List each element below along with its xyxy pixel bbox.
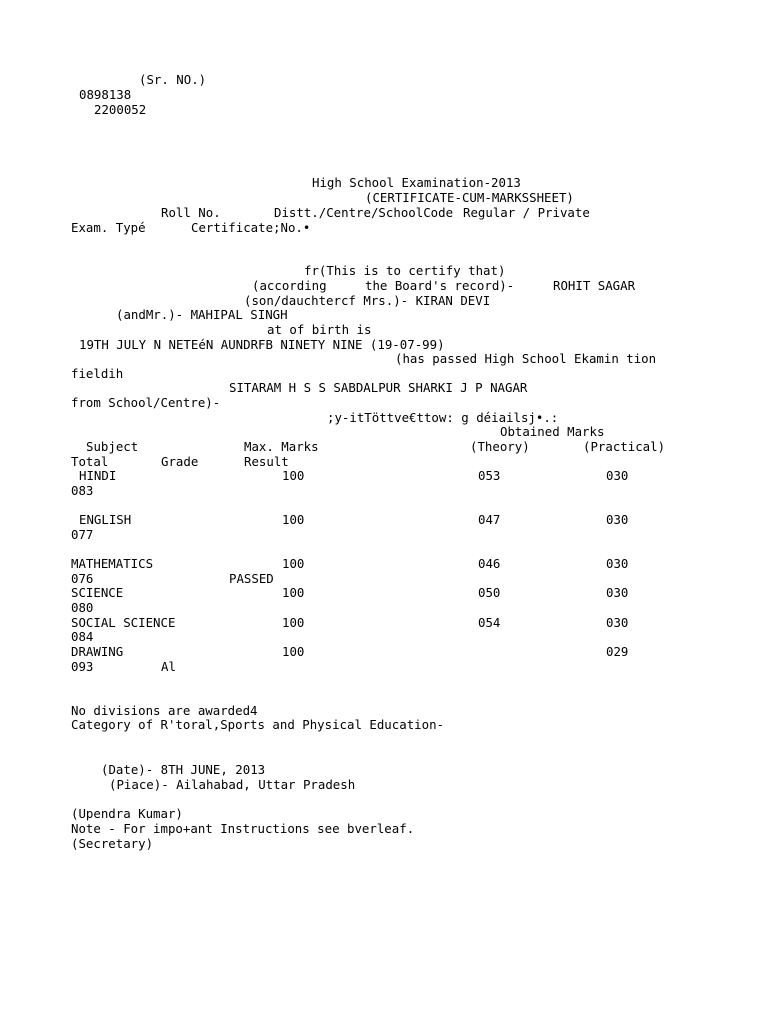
practical-marks: 030 [606,468,629,483]
exam-title: High School Examination-2013 [312,175,521,190]
theory-header: (Theory) [470,439,530,454]
max-marks: 100 [282,468,305,483]
theory-marks: 046 [478,556,501,571]
total-marks: 076 [71,571,94,586]
total-marks: 093 [71,659,94,674]
theory-marks: 054 [478,615,501,630]
regular-private-label: Regular / Private [463,205,590,220]
grade-value: Al [161,659,176,674]
total-header: Total [71,454,109,469]
signatory-name: (Upendra Kumar) [71,806,183,821]
subject-name: MATHEMATICS [71,556,154,571]
practical-marks: 029 [606,644,629,659]
school-name: SITARAM H S S SABDALPUR SHARKI J P NAGAR [229,380,528,395]
boards-record-text: the Board's record)- [365,278,515,293]
practical-marks: 030 [606,585,629,600]
signatory-designation: (Secretary) [71,836,154,851]
issue-place: (Piace)- Ailahabad, Uttar Pradesh [109,777,356,792]
practical-marks: 030 [606,512,629,527]
obtained-marks-header: Obtained Marks [500,424,605,439]
according-text: (according [252,278,327,293]
max-marks: 100 [282,512,305,527]
total-marks: 080 [71,600,94,615]
mother-name: (son/dauchtercf Mrs.)- KIRAN DEVI [244,293,491,308]
school-code-label: Distt./Centre/SchoolCode [274,205,454,220]
roll-no-label: Roll No. [161,205,221,220]
practical-marks: 030 [606,615,629,630]
garbled-line: ;y-itTöttve€ttow: g déiailsj•.: [327,410,559,425]
total-marks: 077 [71,527,94,542]
category-note: Category of R'toral,Sports and Physical Education- [71,717,444,732]
max-marks: 100 [282,615,305,630]
result-value: PASSED [229,571,274,586]
subject-name: SCIENCE [71,585,124,600]
max-marks-header: Max. Marks [244,439,319,454]
certify-intro: fr(This is to certify that) [304,263,506,278]
issue-date: (Date)- 8TH JUNE, 2013 [101,762,266,777]
sr-no-2: 2200052 [94,102,147,117]
total-marks: 083 [71,483,94,498]
subject-name: ENGLISH [79,512,132,527]
student-name: ROHIT SAGAR [553,278,636,293]
theory-marks: 047 [478,512,501,527]
subject-name: DRAWING [71,644,124,659]
max-marks: 100 [282,585,305,600]
passed-text: (has passed High School Ekamin tion [395,351,657,366]
dob-label: at of birth is [267,322,372,337]
subject-name: HINDI [79,468,117,483]
theory-marks: 050 [478,585,501,600]
theory-marks: 053 [478,468,501,483]
total-marks: 084 [71,629,94,644]
result-header: Result [244,454,289,469]
certificate-no-label: Certificate;No.• [191,220,311,235]
dob-value: 19TH JULY N NETEéN AUNDRFB NINETY NINE (19-07-99) [79,337,445,352]
subject-name: SOCIAL SCIENCE [71,615,176,630]
divisions-note: No divisions are awarded4 [71,703,258,718]
max-marks: 100 [282,556,305,571]
practical-marks: 030 [606,556,629,571]
school-label: from School/Centre)- [71,395,221,410]
fieldih-text: fieldih [71,366,124,381]
grade-header: Grade [161,454,199,469]
sr-no-1: 0898138 [79,87,132,102]
doc-type: (CERTIFICATE-CUM-MARKSSHEET) [365,190,574,205]
max-marks: 100 [282,644,305,659]
sr-no-label: (Sr. NO.) [139,72,207,87]
father-name: (andMr.)- MAHIPAL SINGH [116,307,288,322]
exam-type-label: Exam. Typé [71,220,146,235]
instructions-note: Note - For impo+ant Instructions see bverleaf. [71,821,415,836]
practical-header: (Practical) [583,439,666,454]
subject-header: Subject [86,439,139,454]
